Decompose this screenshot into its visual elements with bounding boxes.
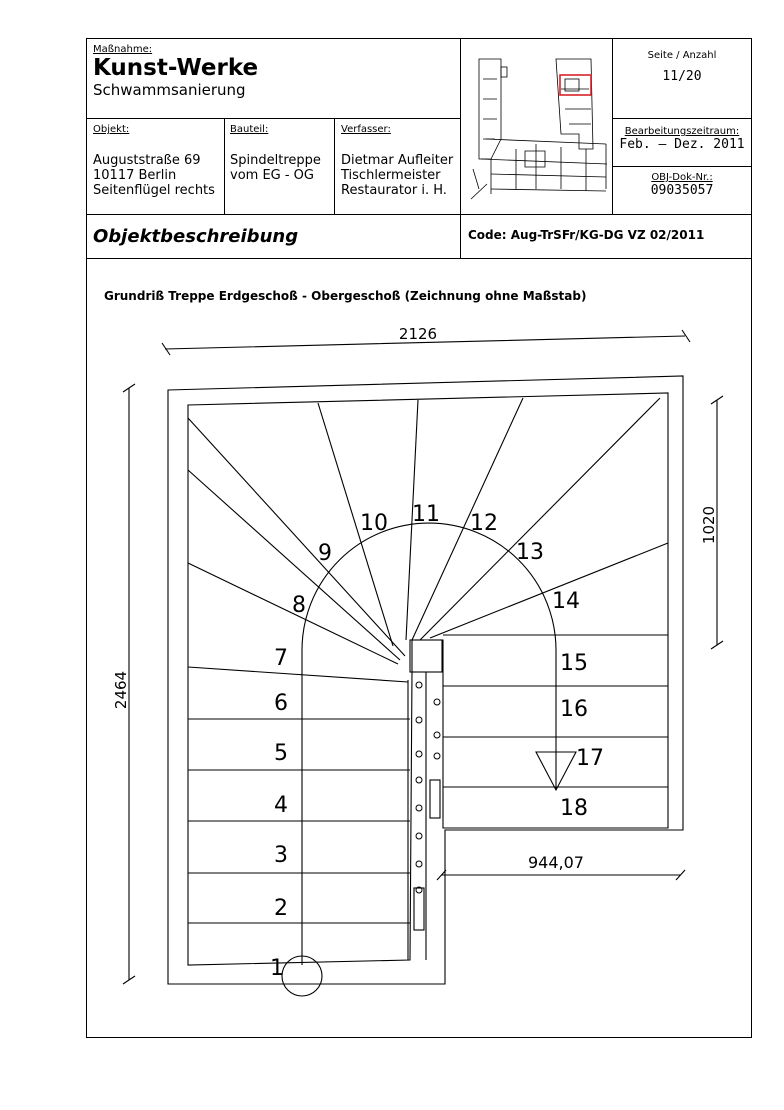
step-number: 7	[274, 646, 288, 671]
step-number: 14	[552, 589, 580, 614]
step-number: 8	[292, 593, 306, 618]
dim-left: 2464	[112, 670, 130, 710]
document-code: Code: Aug-TrSFr/KG-DG VZ 02/2011	[468, 228, 705, 242]
objekt-line: Auguststraße 69	[93, 153, 201, 168]
objekt-label: Objekt:	[93, 124, 130, 135]
dok-label: OBJ-Dok-Nr.:	[651, 172, 713, 183]
objekt-line: Seitenflügel rechts	[93, 183, 215, 198]
dok-value: 09035057	[650, 183, 714, 198]
seite-label: Seite / Anzahl	[647, 50, 717, 61]
step-number: 10	[360, 511, 388, 536]
bauteil-label: Bauteil:	[230, 124, 269, 135]
walking-line	[302, 523, 556, 965]
step-number: 1	[270, 956, 284, 981]
verfasser-label: Verfasser:	[341, 124, 391, 135]
verfasser-line: Tischlermeister	[341, 168, 441, 183]
objekt-line: 10117 Berlin	[93, 168, 177, 183]
bauteil-line: Spindeltreppe	[230, 153, 321, 168]
dim-inner: 944,07	[528, 853, 584, 872]
drawing-caption: Grundriß Treppe Erdgeschoß - Obergeschoß (Zeichnung ohne Maßstab)	[104, 289, 587, 303]
step-number: 16	[560, 697, 588, 722]
step-number: 18	[560, 796, 588, 821]
step-number: 13	[516, 540, 544, 565]
step-number: 4	[274, 793, 288, 818]
dim-top: 2126	[398, 325, 438, 343]
zeitraum-label: Bearbeitungszeitraum:	[624, 126, 740, 137]
inner-wall	[188, 393, 668, 965]
step-number: 17	[576, 746, 604, 771]
dim-right: 1020	[700, 505, 718, 545]
step-number: 5	[274, 741, 288, 766]
verfasser-line: Dietmar Aufleiter	[341, 153, 454, 168]
step-number: 2	[274, 896, 288, 921]
verfasser-line: Restaurator i. H.	[341, 183, 447, 198]
seite-value: 11/20	[662, 69, 702, 84]
project-subtitle: Schwammsanierung	[93, 81, 246, 99]
section-title: Objektbeschreibung	[93, 226, 299, 247]
step-number: 12	[470, 511, 498, 536]
step-number: 15	[560, 651, 588, 676]
zeitraum-value: Feb. – Dez. 2011	[619, 137, 745, 152]
step-number: 9	[318, 541, 332, 566]
step-number: 3	[274, 843, 288, 868]
bauteil-line: vom EG - OG	[230, 168, 314, 183]
step-number: 11	[412, 502, 440, 527]
project-title: Kunst-Werke	[93, 55, 259, 81]
massnahme-label: Maßnahme:	[93, 44, 153, 55]
step-number: 6	[274, 691, 288, 716]
